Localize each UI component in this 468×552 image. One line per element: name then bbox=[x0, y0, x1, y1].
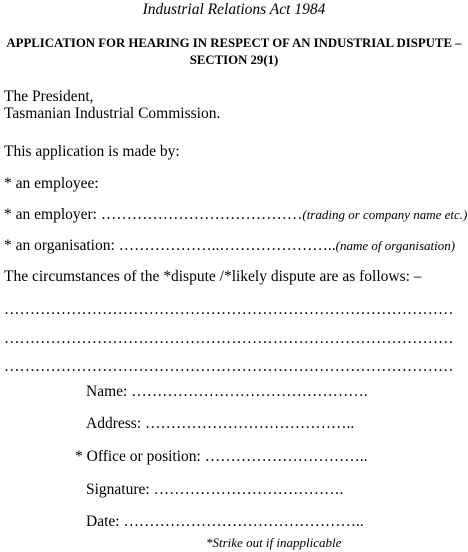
addressee-organisation: Tasmanian Industrial Commission. bbox=[4, 105, 221, 122]
circumstances-line-3: …………………………………………………………………………… bbox=[4, 358, 454, 375]
made-by-intro: This application is made by: bbox=[4, 143, 180, 160]
signatory-address: Address: ………………………………….. bbox=[86, 415, 355, 432]
addressee-title: The President, bbox=[4, 88, 94, 105]
circumstances-line-1: …………………………………………………………………………… bbox=[4, 301, 454, 318]
signatory-date: Date: ……………………………………….. bbox=[86, 513, 364, 530]
circumstances-label: The circumstances of the *dispute /*likely dispute are as follows: – bbox=[4, 268, 422, 285]
organisation-note: (name of organisation) bbox=[335, 238, 456, 253]
circumstances-line-2: …………………………………………………………………………… bbox=[4, 330, 454, 347]
employer-label: * an employer: ………………………………… bbox=[4, 206, 303, 223]
employer-note: (trading or company name etc.) bbox=[302, 207, 468, 222]
signatory-office: * Office or position: ………………………….. bbox=[75, 448, 368, 465]
organisation-label: * an organisation: ………………..………………….. bbox=[4, 237, 336, 254]
act-title: Industrial Relations Act 1984 bbox=[142, 1, 326, 18]
form-heading-line2: SECTION 29(1) bbox=[189, 53, 279, 67]
footnote: *Strike out if inapplicable bbox=[206, 535, 342, 550]
made-by-employee: * an employee: bbox=[4, 175, 99, 192]
form-heading-line1: APPLICATION FOR HEARING IN RESPECT OF AN INDUSTRIAL DISPUTE – bbox=[6, 36, 462, 50]
made-by-employer bbox=[4, 206, 467, 224]
signatory-name: Name: ………………………………………. bbox=[86, 383, 368, 400]
made-by-organisation bbox=[4, 237, 455, 255]
signatory-signature: Signature: ………………………………. bbox=[86, 481, 344, 498]
